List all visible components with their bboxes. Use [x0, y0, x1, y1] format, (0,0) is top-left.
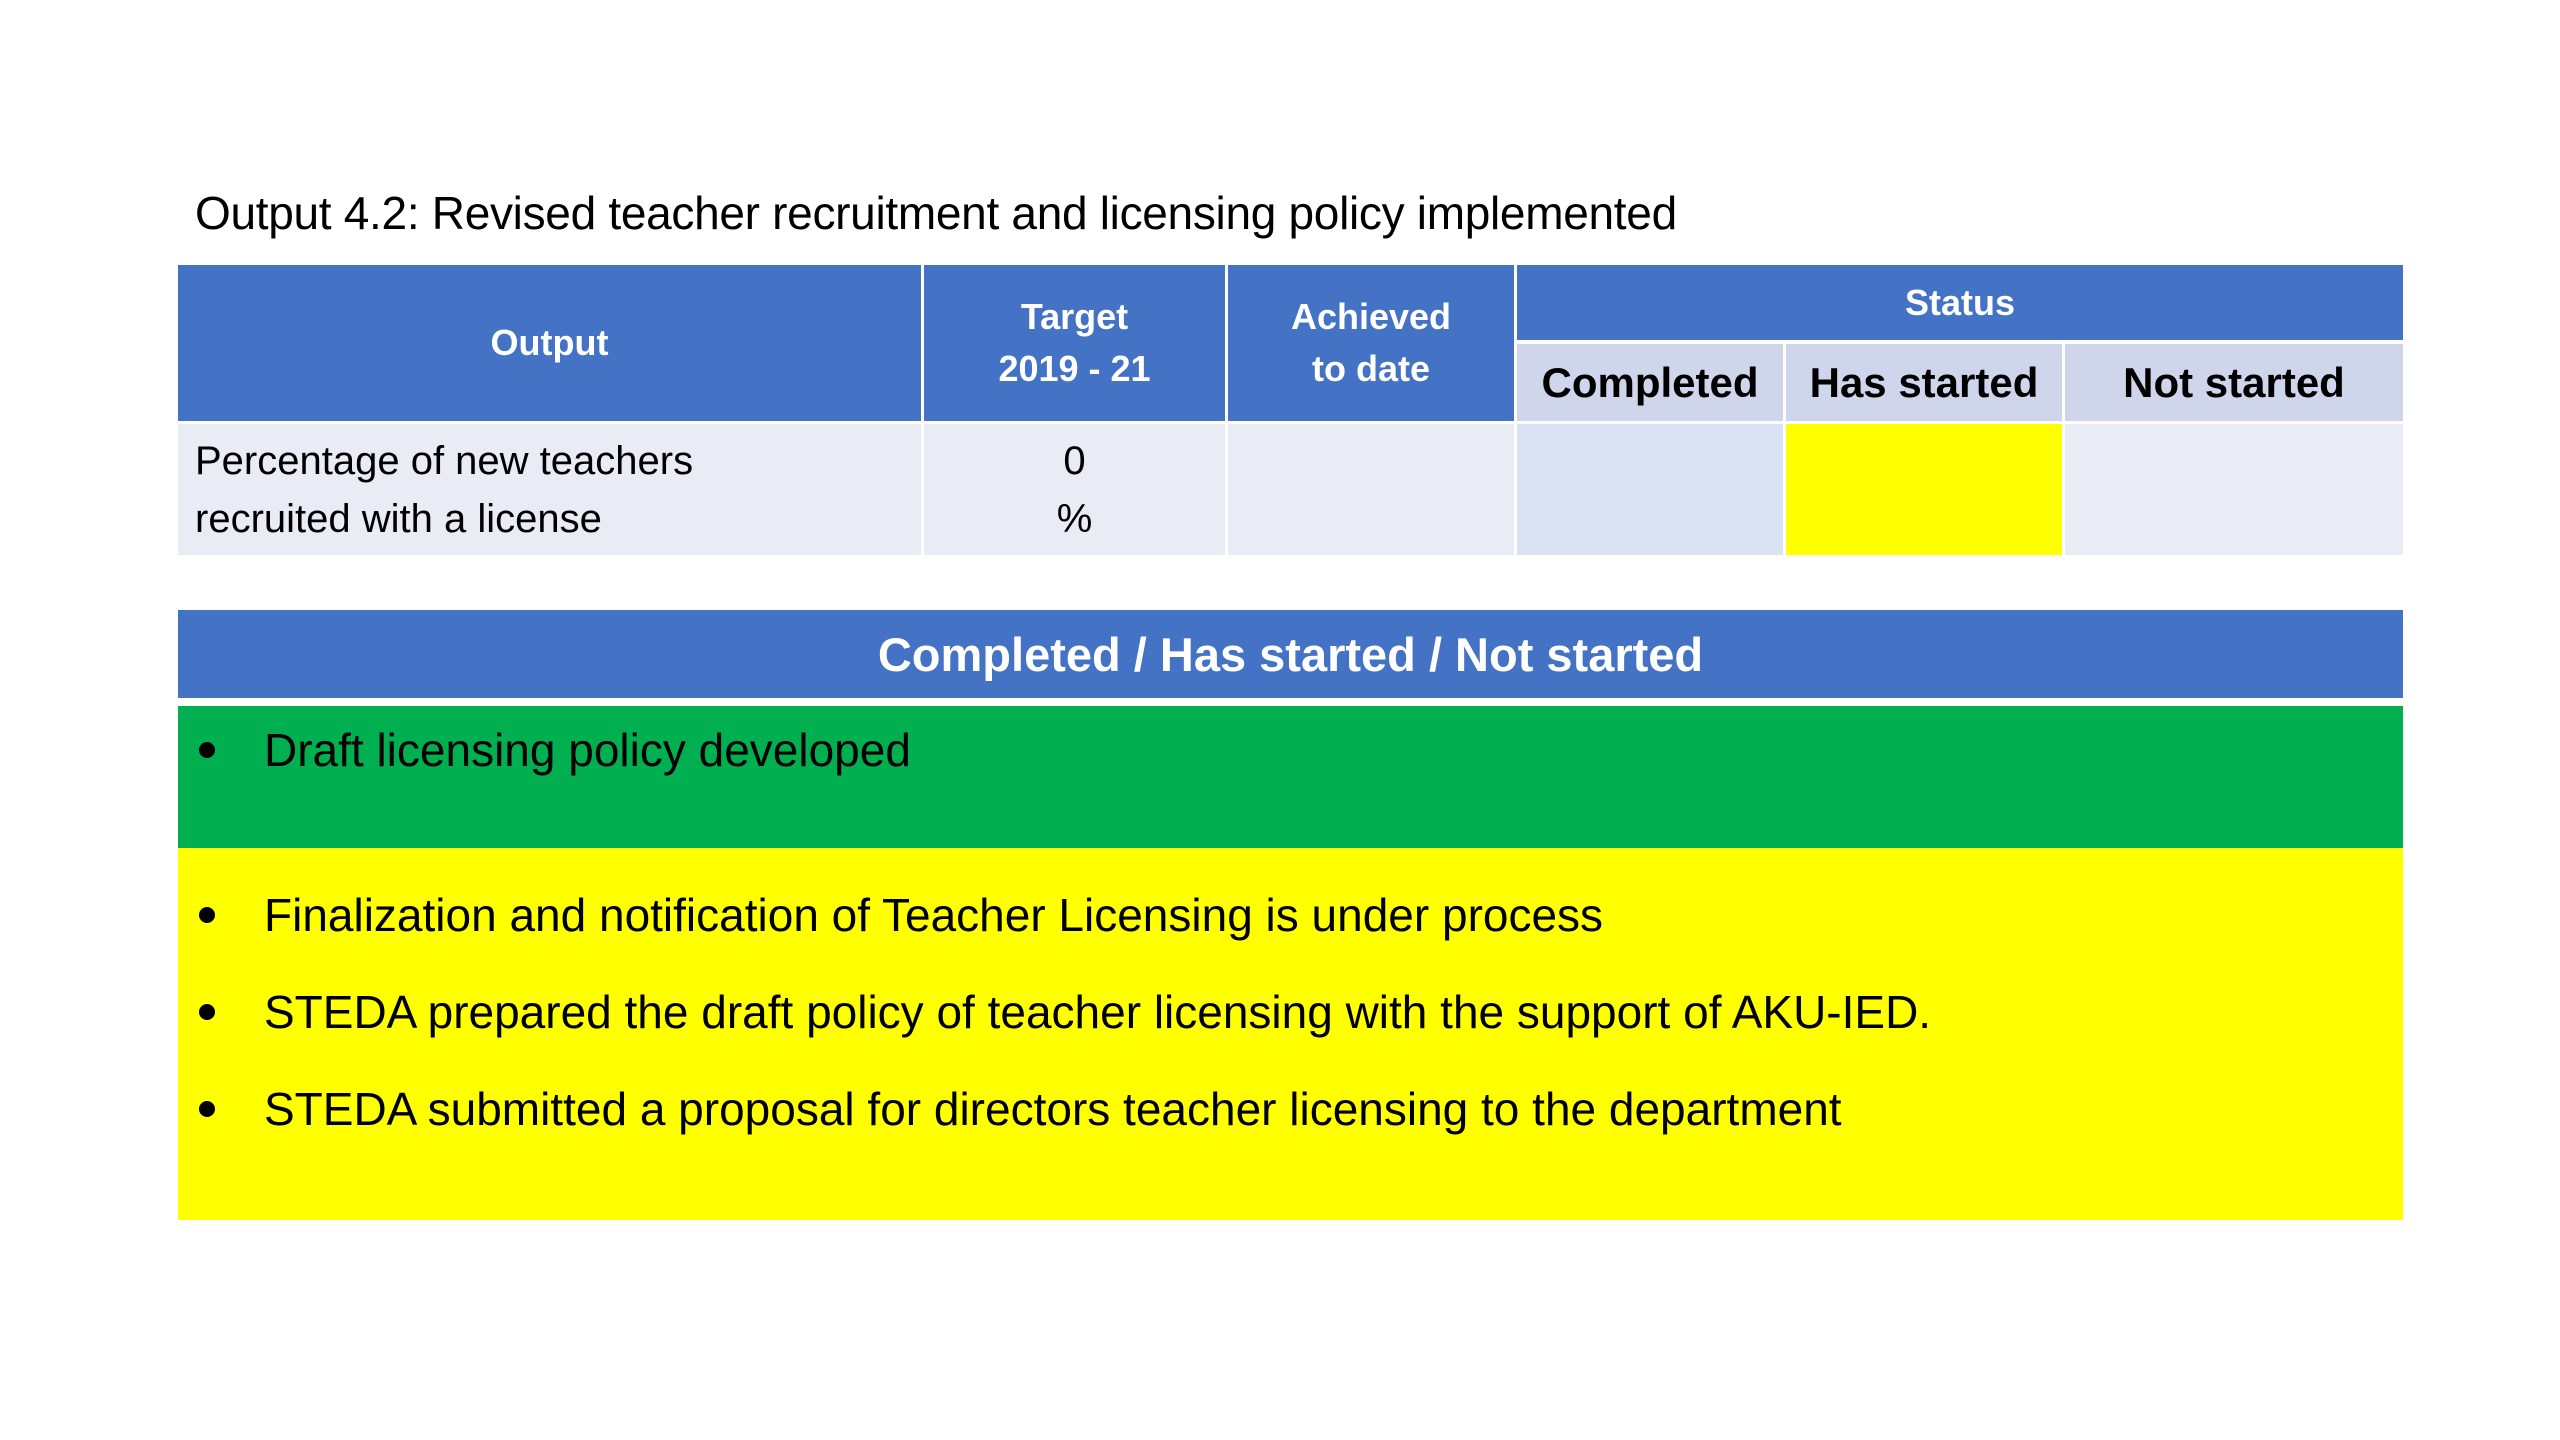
list-item-text: Finalization and notification of Teacher Licensing is under process: [264, 889, 1604, 941]
slide-title: Output 4.2: Revised teacher recruitment and licensing policy implemented: [195, 187, 1677, 239]
list-item-text: STEDA prepared the draft policy of teacher licensing with the support of AKU-IED.: [264, 986, 1932, 1038]
header-achieved-line2: to date: [1311, 348, 1430, 389]
row-target: [924, 424, 1225, 555]
header-target-line2: 2019 - 21: [998, 348, 1151, 389]
header-target-line1: Target: [1020, 296, 1129, 337]
completed-panel: [178, 706, 2403, 848]
bullet-icon: [199, 1101, 215, 1117]
header-output-label: Output: [490, 322, 609, 363]
row-output-line2: recruited with a license: [195, 496, 602, 541]
in-progress-panel: [178, 848, 2403, 1220]
subheader-not-started-label: Not started: [2123, 358, 2345, 406]
header-target: [924, 265, 1225, 421]
header-status: [1517, 265, 2403, 340]
header-achieved: [1228, 265, 1514, 421]
list-item: [195, 982, 1931, 1042]
row-achieved: [1228, 424, 1514, 555]
row-output-line1: Percentage of new teachers: [195, 438, 694, 483]
header-output: [178, 265, 921, 421]
row-target-unit: %: [1056, 496, 1093, 541]
summary-header-label: Completed / Has started / Not started: [877, 627, 1704, 681]
row-output: [178, 424, 921, 555]
subheader-completed: [1517, 344, 1783, 421]
list-item: [195, 720, 911, 780]
row-status-not-started: [2065, 424, 2403, 555]
list-item-text: Draft licensing policy developed: [264, 724, 911, 776]
list-item: [195, 885, 1603, 945]
summary-header: [178, 610, 2403, 698]
header-achieved-line1: Achieved: [1290, 296, 1452, 337]
subheader-has-started: [1786, 344, 2062, 421]
list-item: [195, 1079, 1842, 1139]
subheader-not-started: [2065, 344, 2403, 421]
row-status-completed: [1517, 424, 1783, 555]
bullet-icon: [199, 742, 215, 758]
list-item-text: STEDA submitted a proposal for directors teacher licensing to the department: [264, 1083, 1842, 1135]
bullet-icon: [199, 907, 215, 923]
row-status-has-started: [1786, 424, 2062, 555]
header-status-label: Status: [1904, 281, 2016, 323]
row-target-value: 0: [1063, 438, 1086, 483]
subheader-completed-label: Completed: [1541, 358, 1759, 406]
subheader-has-started-label: Has started: [1809, 358, 2039, 406]
bullet-icon: [199, 1004, 215, 1020]
